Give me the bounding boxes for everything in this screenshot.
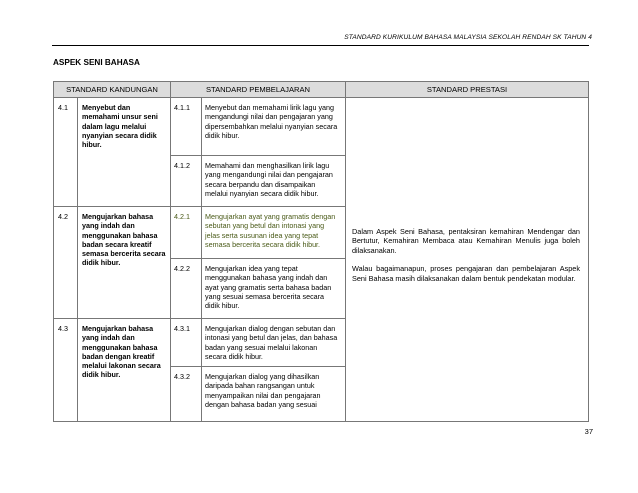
page-number: 37 xyxy=(584,427,593,436)
header-standard-pembelajaran: STANDARD PEMBELAJARAN xyxy=(171,82,346,98)
header-standard-kandungan: STANDARD KANDUNGAN xyxy=(54,82,171,98)
header-divider xyxy=(52,45,589,46)
prestasi-paragraph: Dalam Aspek Seni Bahasa, pentaksiran kemahiran Mendengar dan Bertutur, Kemahiran Membaca atau Kemahiran Menulis juga boleh dilaksanakan. xyxy=(352,226,580,255)
standard-prestasi-cell xyxy=(346,98,589,422)
kd-text: Menyebut dan memahami unsur seni dalam lagu melalui nyanyian secara didik hibur. xyxy=(78,98,171,207)
sp-text: Mengujarkan dialog dengan sebutan dan intonasi yang betul dan jelas, dan bahasa badan yang sesuai melalui lakonan secara didik hibur. xyxy=(202,319,346,367)
kd-text: Mengujarkan bahasa yang indah dan menggunakan bahasa badan dengan kreatif melalui lakonan secara didik hibur. xyxy=(78,319,171,422)
kd-number: 4.2 xyxy=(54,207,78,319)
header-standard-prestasi: STANDARD PRESTASI xyxy=(346,82,589,98)
kd-number: 4.3 xyxy=(54,319,78,422)
table-row xyxy=(54,98,589,156)
sp-number: 4.2.2 xyxy=(171,259,202,319)
sp-number: 4.3.1 xyxy=(171,319,202,367)
sp-number: 4.1.2 xyxy=(171,156,202,207)
table-header-row xyxy=(54,82,589,98)
running-header: STANDARD KURIKULUM BAHASA MALAYSIA SEKOLAH RENDAH SK TAHUN 4 xyxy=(344,34,592,41)
sp-text: Memahami dan menghasilkan lirik lagu yang mengandungi nilai dan pengajaran secara berpandu dan disampaikan melalui nyanyian secara didik hibur. xyxy=(202,156,346,207)
sp-text: Mengujarkan dialog yang dihasilkan daripada bahan rangsangan untuk menyampaikan nilai dan pengajaran dengan bahasa badan yang sesuai xyxy=(202,367,346,422)
sp-text: Menyebut dan memahami lirik lagu yang mengandungi nilai dan pengajaran yang dipersembahkan melalui nyanyian secara didik hibur. xyxy=(202,98,346,156)
sp-text: Mengujarkan ayat yang gramatis dengan sebutan yang betul dan intonasi yang jelas serta susunan idea yang tepat semasa bercerita secara didik hibur. xyxy=(202,207,346,259)
sp-number: 4.2.1 xyxy=(171,207,202,259)
sp-number: 4.3.2 xyxy=(171,367,202,422)
standards-table xyxy=(53,81,589,422)
kd-text: Mengujarkan bahasa yang indah dan menggunakan bahasa badan secara kreatif semasa bercerita secara didik hibur. xyxy=(78,207,171,319)
prestasi-paragraph: Walau bagaimanapun, proses pengajaran dan pembelajaran Aspek Seni Bahasa masih dilaksanakan dalam bentuk pendekatan modular. xyxy=(352,264,580,283)
section-title: ASPEK SENI BAHASA xyxy=(53,58,140,67)
sp-text: Mengujarkan idea yang tepat menggunakan bahasa yang indah dan ayat yang gramatis serta bahasa badan yang sesuai semasa bercerita secara didik hibur. xyxy=(202,259,346,319)
kd-number: 4.1 xyxy=(54,98,78,207)
sp-number: 4.1.1 xyxy=(171,98,202,156)
